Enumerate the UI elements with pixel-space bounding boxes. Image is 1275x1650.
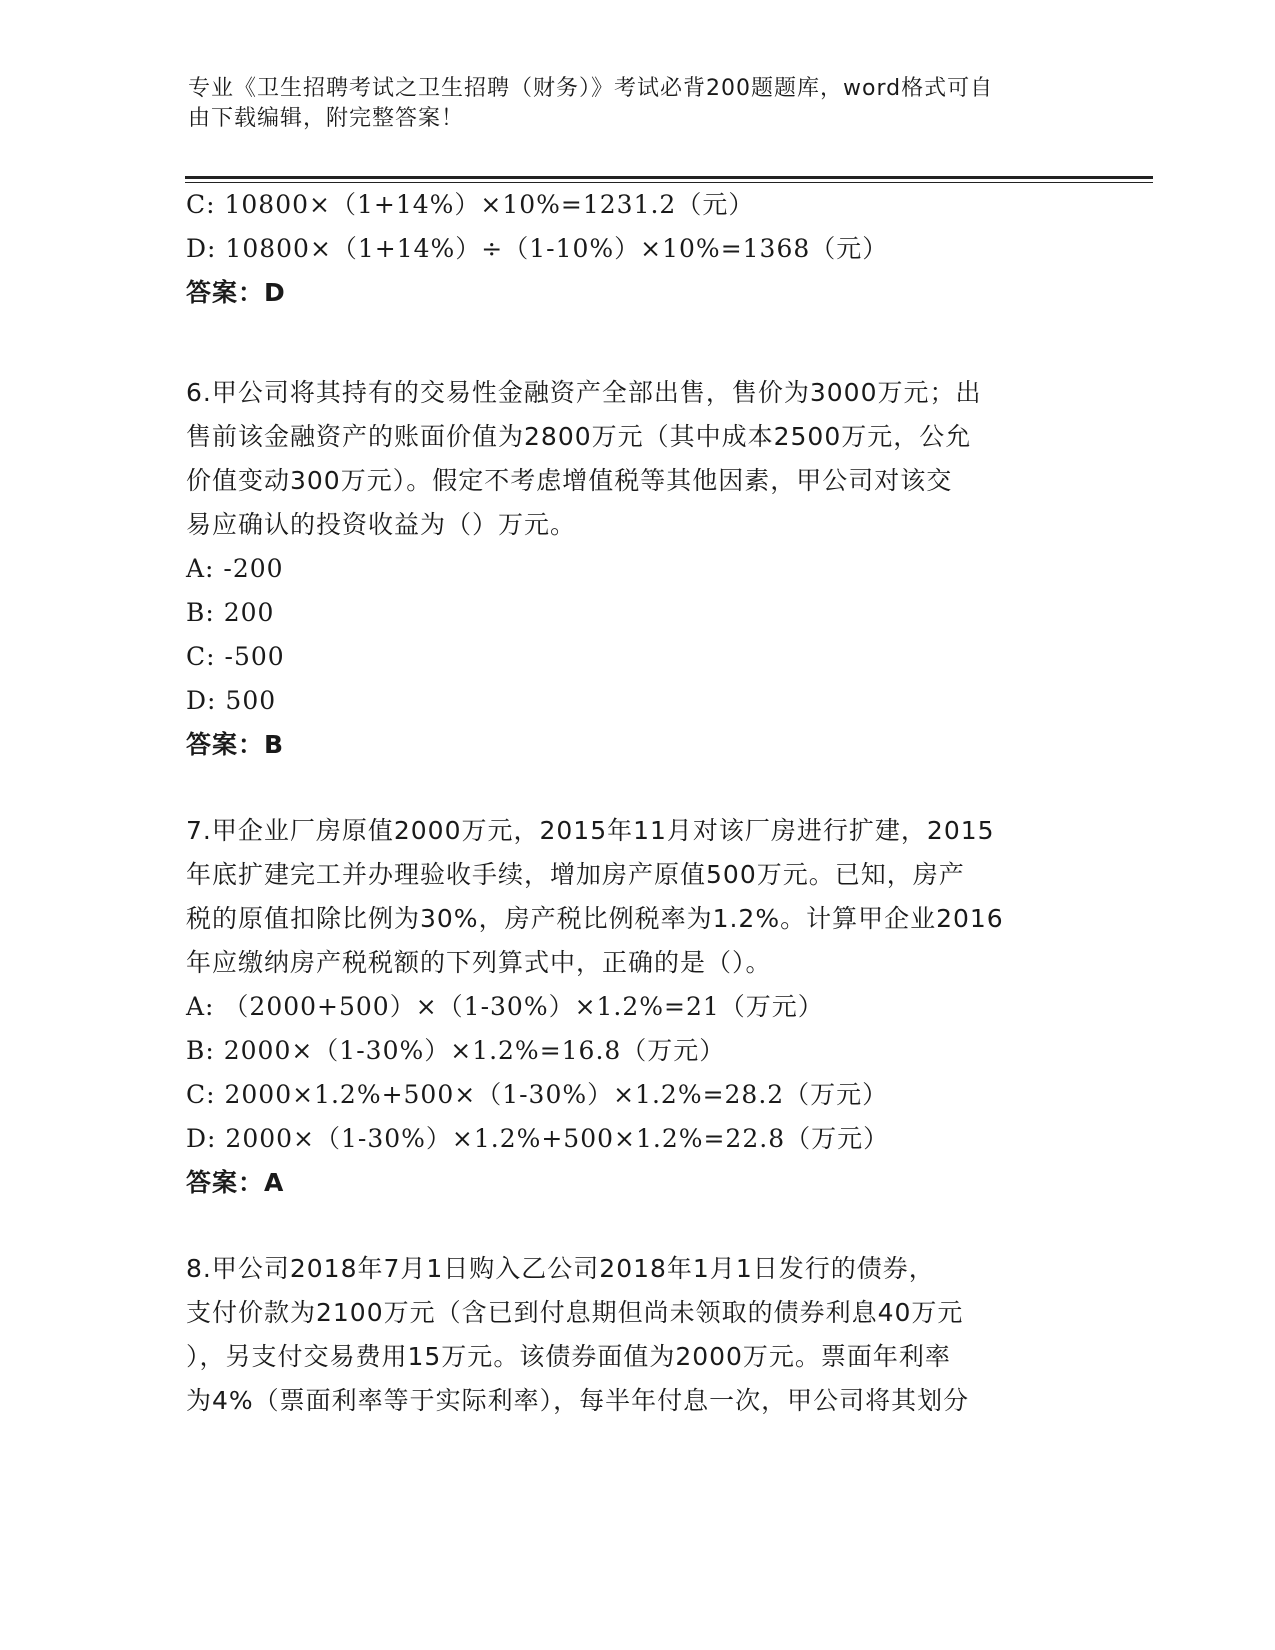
prev-answer: 答案：D [186, 278, 286, 307]
q7-text-line: 年底扩建完工并办理验收手续，增加房产原值500万元。已知，房产 [186, 860, 965, 889]
q7-answer: 答案：A [186, 1168, 285, 1197]
q8-text-line: ），另支付交易费用15万元。该债券面值为2000万元。票面年利率 [186, 1342, 951, 1371]
q8-text-line: 8.甲公司2018年7月1日购入乙公司2018年1月1日发行的债券， [186, 1254, 935, 1283]
q7-option-d: D: 2000×（1-30%）×1.2%+500×1.2%=22.8（万元） [186, 1124, 890, 1153]
q6-answer: 答案：B [186, 730, 285, 759]
header-divider-thin [185, 182, 1153, 183]
q6-option-c: C: -500 [186, 642, 285, 671]
header-line-2: 由下载编辑，附完整答案！ [188, 106, 465, 131]
document-header [188, 74, 1068, 134]
q6-text-line: 价值变动300万元）。假定不考虑增值税等其他因素，甲公司对该交 [186, 466, 953, 495]
prev-option-d: D: 10800×（1+14%）÷（1-10%）×10%=1368（元） [186, 234, 889, 263]
q7-text-line: 年应缴纳房产税税额的下列算式中，正确的是（）。 [186, 948, 772, 977]
q6-option-b: B: 200 [186, 598, 275, 627]
q6-text-line: 6.甲公司将其持有的交易性金融资产全部出售，售价为3000万元；出 [186, 378, 982, 407]
q8-text-line: 为4%（票面利率等于实际利率），每半年付息一次，甲公司将其划分 [186, 1386, 970, 1415]
prev-option-c: C: 10800×（1+14%）×10%=1231.2（元） [186, 190, 755, 219]
q6-option-a: A: -200 [186, 554, 284, 583]
header-divider-thick [185, 176, 1153, 179]
q6-text-line: 售前该金融资产的账面价值为2800万元（其中成本2500万元，公允 [186, 422, 972, 451]
q8-text-line: 支付价款为2100万元（含已到付息期但尚未领取的债券利息40万元 [186, 1298, 964, 1327]
q7-text-line: 7.甲企业厂房原值2000万元，2015年11月对该厂房进行扩建，2015 [186, 816, 995, 845]
header-line-1: 专业《卫生招聘考试之卫生招聘（财务）》考试必背200题题库，word格式可自 [188, 76, 994, 101]
q7-option-a: A: （2000+500）×（1-30%）×1.2%=21（万元） [186, 992, 824, 1021]
q6-text-line: 易应确认的投资收益为（）万元。 [186, 510, 577, 539]
q7-text-line: 税的原值扣除比例为30%，房产税比例税率为1.2%。计算甲企业2016 [186, 904, 1004, 933]
q7-option-b: B: 2000×（1-30%）×1.2%=16.8（万元） [186, 1036, 726, 1065]
q7-option-c: C: 2000×1.2%+500×（1-30%）×1.2%=28.2（万元） [186, 1080, 889, 1109]
q6-option-d: D: 500 [186, 686, 277, 715]
